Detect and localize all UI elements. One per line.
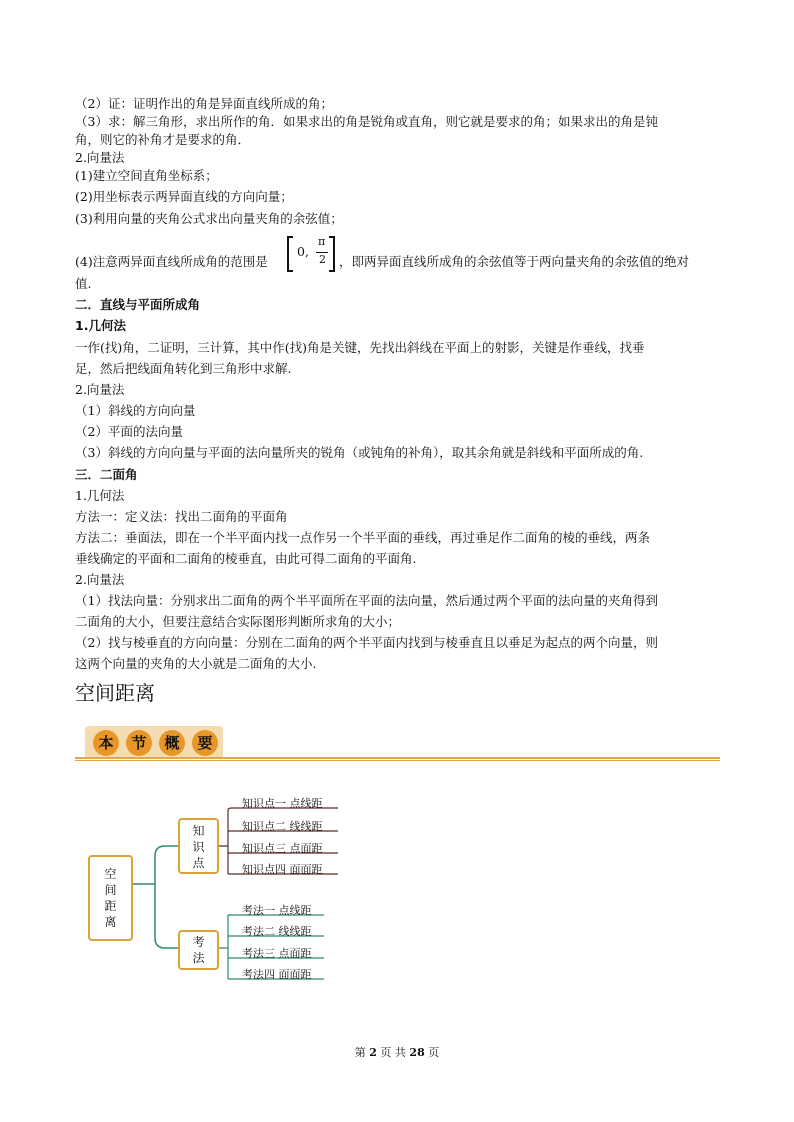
- root-char: 离: [104, 915, 117, 929]
- branch-connector-top: [155, 846, 178, 884]
- subheading: 1.几何法: [75, 318, 126, 333]
- banner-char: 本: [93, 730, 119, 756]
- paragraph-line: 垂线确定的平面和二面角的棱垂直，由此可得二面角的平面角.: [75, 551, 417, 566]
- text-line: 角，则它的补角才是要求的角．: [75, 132, 251, 147]
- paragraph-line: （1）找法向量：分别求出二面角的两个半平面所在平面的法向量，然后通过两个平面的法向量的夹角得到: [75, 593, 658, 608]
- subheading: 2.向量法: [75, 150, 125, 165]
- list-item: （2）平面的法向量: [75, 424, 183, 439]
- section-title: 二．直线与平面所成角: [75, 297, 201, 312]
- branch-connector-bottom: [155, 884, 178, 948]
- knowledge-item: 知识点四 面面距: [242, 863, 323, 876]
- section-banner: [75, 722, 720, 762]
- fraction-numerator: π: [318, 235, 326, 248]
- interval-expression: [287, 236, 337, 270]
- page-footer: [0, 1044, 794, 1060]
- page-heading: 空间距离: [75, 681, 155, 705]
- section-title: 三．二面角: [75, 467, 138, 482]
- paragraph-line: 方法二：垂面法，即在一个半平面内找一点作另一个半平面的垂线，再过垂足作二面角的棱的垂线，两条: [75, 530, 651, 545]
- text-line: （3）求：解三角形，求出所作的角．如果求出的角是锐角或直角，则它就是要求的角；如果求出的角是钝: [75, 114, 658, 129]
- banner-char: 节: [126, 730, 152, 756]
- method-item: 考法四 面面距: [242, 968, 312, 981]
- method-item: 考法三 点面距: [242, 947, 312, 960]
- subheading: 1.几何法: [75, 488, 125, 503]
- method-item: 考法一 点线距: [242, 904, 312, 917]
- root-char: 距: [104, 899, 117, 913]
- right-bracket: [329, 236, 335, 272]
- paragraph-line: （2）找与棱垂直的方向向量：分别在二面角的两个半平面内找到与棱垂直且以垂足为起点的两个向量，则: [75, 635, 658, 650]
- total-pages: 28: [409, 1046, 425, 1059]
- branch-knowledge-points: [178, 818, 219, 874]
- list-item: （3）斜线的方向向量与平面的法向量所夹的锐角（或钝角的补角），取其余角就是斜线和平面所成的角.: [75, 445, 644, 460]
- knowledge-item: 知识点一 点线距: [242, 797, 323, 810]
- root-char: 空: [104, 867, 117, 881]
- list-item: （1）斜线的方向向量: [75, 403, 196, 418]
- text-line: (1)建立空间直角坐标系；: [75, 168, 218, 183]
- paragraph-line: 这两个向量的夹角的大小就是二面角的大小.: [75, 656, 317, 671]
- branch-char: 法: [192, 951, 205, 965]
- subheading: 2.向量法: [75, 572, 125, 587]
- range-line-tail: 值.: [75, 276, 92, 291]
- banner-rule: [75, 757, 720, 759]
- branch-char: 识: [192, 840, 205, 854]
- range-line-after: ，即两异面直线所成角的余弦值等于两向量夹角的余弦值的绝对: [339, 254, 690, 269]
- banner-rule: [75, 760, 720, 761]
- paragraph-line: 一作(找)角，二证明，三计算，其中作(找)角是关键，先找出斜线在平面上的射影，关键是作垂线，找垂: [75, 340, 645, 355]
- branch-char: 知: [192, 824, 205, 838]
- paragraph-line: 方法一：定义法：找出二面角的平面角: [75, 509, 288, 524]
- branch-methods: [178, 930, 219, 970]
- footer-suffix: 页: [428, 1046, 440, 1059]
- branch-char: 点: [192, 856, 205, 870]
- current-page-number: 2: [369, 1046, 377, 1059]
- paragraph-line: 足，然后把线面角转化到三角形中求解.: [75, 361, 292, 376]
- range-line-before: (4)注意两异面直线所成角的范围是: [75, 254, 268, 269]
- text-line: （2）证：证明作出的角是异面直线所成的角；: [75, 96, 333, 111]
- method-item: 考法二 线线距: [242, 925, 312, 938]
- left-bracket: [287, 236, 293, 272]
- branch-char: 考: [192, 935, 205, 949]
- interval-zero: 0,: [297, 244, 309, 259]
- root-char: 间: [104, 883, 117, 897]
- knowledge-item: 知识点二 线线距: [242, 820, 323, 833]
- mindmap-root: [88, 855, 133, 941]
- banner-char: 要: [192, 730, 218, 756]
- text-line: (3)利用向量的夹角公式求出向量夹角的余弦值；: [75, 211, 343, 226]
- paragraph-line: 二面角的大小，但要注意结合实际图形判断所求角的大小；: [75, 614, 401, 629]
- footer-middle: 页 共: [380, 1046, 406, 1059]
- footer-prefix: 第: [354, 1046, 366, 1059]
- knowledge-item: 知识点三 点面距: [242, 842, 323, 855]
- banner-char: 概: [159, 730, 185, 756]
- text-line: (2)用坐标表示两异面直线的方向向量；: [75, 189, 293, 204]
- subheading: 2.向量法: [75, 382, 125, 397]
- fraction-denominator: 2: [319, 253, 326, 266]
